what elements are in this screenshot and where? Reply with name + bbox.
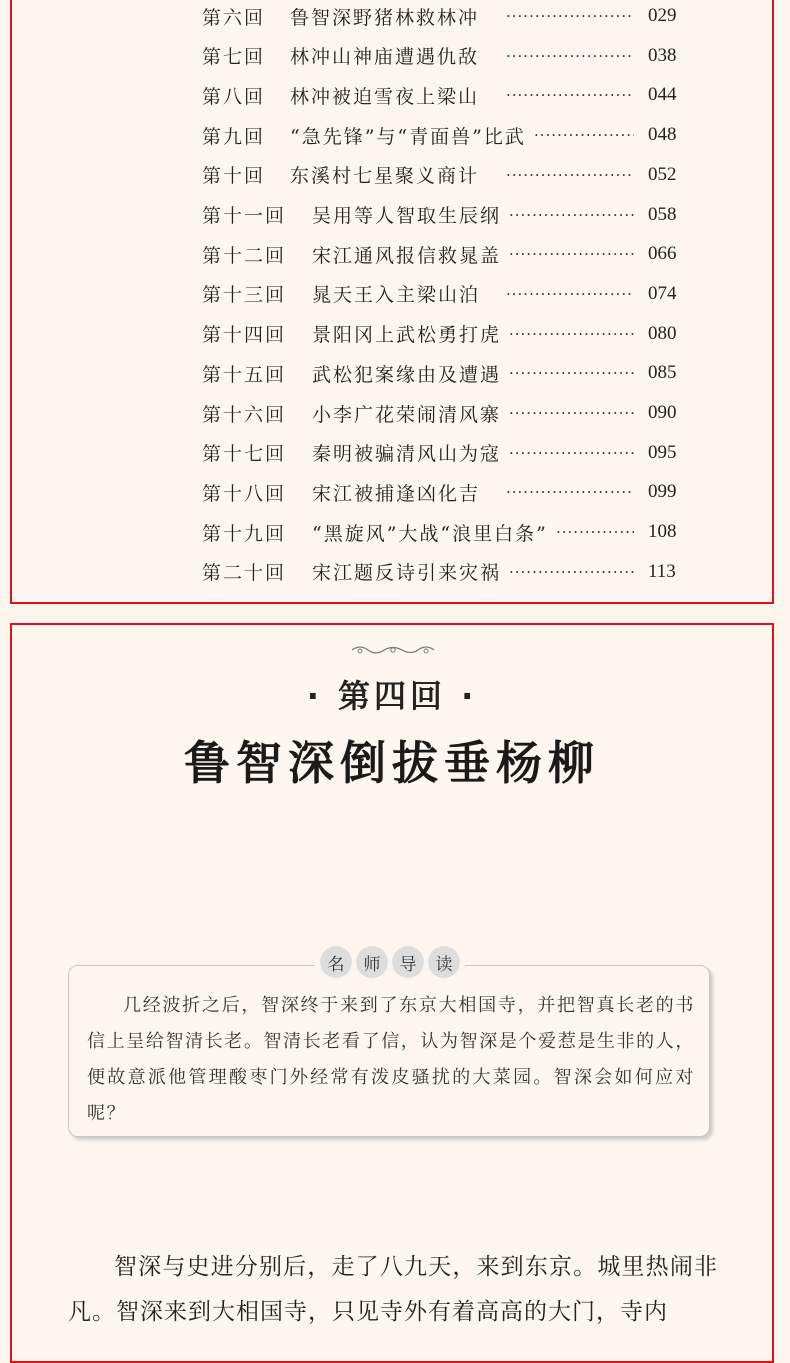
toc-entry-title: 林冲山神庙遭遇仇敌	[290, 46, 480, 69]
toc-entry-page: 074	[648, 282, 677, 304]
chapter-panel	[10, 623, 774, 1363]
guide-char: 读	[428, 946, 460, 978]
toc-entry-title: 吴用等人智取生辰纲	[312, 205, 502, 227]
toc-entry	[202, 478, 692, 506]
toc-entry-page: 099	[648, 481, 677, 503]
guide-char: 师	[356, 946, 388, 978]
toc-entry-page: 044	[648, 84, 677, 106]
toc-entry-page: 113	[648, 560, 676, 582]
toc-entry-leader	[509, 201, 634, 229]
toc-entry-title: “黑旋风”大战“浪里白条”	[312, 522, 548, 545]
toc-entry-title: 宋江通风报信救晁盖	[312, 244, 502, 267]
toc-entry	[202, 399, 692, 427]
chapter-title: 鲁智深倒拔垂杨柳	[184, 736, 600, 790]
reading-guide-box	[68, 954, 710, 1137]
toc-entry-page: 108	[648, 521, 677, 543]
toc-entry-leader	[506, 478, 634, 506]
guide-char: 导	[392, 946, 424, 978]
toc-entry-page: 048	[648, 124, 677, 146]
toc-entry-leader	[509, 320, 634, 348]
toc-panel	[10, 0, 774, 604]
toc-entry-leader	[534, 121, 634, 149]
toc-entry-number: 第九回	[202, 125, 266, 148]
toc-entry-number: 第六回	[202, 6, 266, 29]
toc-entry-title: 东溪村七星聚义商计	[290, 165, 480, 188]
toc-entry-page: 090	[648, 402, 677, 423]
toc-entry-leader	[506, 2, 634, 30]
reading-guide-header	[315, 946, 465, 980]
reading-guide-text: 几经波折之后，智深终于来到了东京大相国寺，并把智真长老的书信上呈给智清长老。智清长老看了信，认为智深是个爱惹是生非的人，便故意派他管理酸枣门外经常有泼皮骚扰的大菜园。智深会如何应对呢？	[87, 995, 695, 1124]
toc-entry-page: 085	[648, 362, 677, 384]
toc-entry-title: 武松犯案缘由及遭遇	[312, 363, 502, 386]
guide-char: 名	[320, 946, 352, 978]
toc-entry-title: 林冲被迫雪夜上梁山	[290, 85, 480, 108]
toc-entry-page: 038	[648, 44, 677, 66]
toc-entry	[202, 42, 692, 70]
toc-entry	[202, 280, 692, 308]
toc-entry-title: 景阳冈上武松勇打虎	[312, 324, 502, 347]
toc-entry-leader	[509, 240, 634, 268]
toc-entry-page: 095	[648, 441, 677, 463]
toc-entry-number: 第二十回	[202, 562, 287, 585]
toc-entry-title: 晁天王入主梁山泊	[312, 284, 481, 307]
toc-entry-number: 第十一回	[202, 205, 287, 227]
toc-entry-leader	[509, 399, 634, 427]
toc-entry-title: 秦明被骗清风山为寇	[312, 443, 502, 466]
toc-entry-number: 第八回	[202, 85, 266, 108]
ornament-icon	[350, 643, 436, 657]
toc-entry-title: 鲁智深野猪林救林冲	[290, 6, 480, 29]
toc-entry	[202, 558, 692, 586]
toc-entry	[202, 439, 692, 467]
toc-entry-number: 第十九回	[202, 522, 287, 545]
toc-entry-page: 080	[648, 322, 677, 344]
chapter-number: · 第四回 ·	[306, 677, 478, 715]
toc-entry-leader	[506, 81, 634, 109]
toc-entry-leader	[556, 518, 634, 546]
toc-entry-number: 第十回	[202, 165, 266, 188]
toc-entry	[202, 359, 692, 387]
toc-entry	[202, 161, 692, 189]
toc-entry-number: 第七回	[202, 46, 266, 69]
toc-entry-leader	[509, 359, 634, 387]
toc-entry	[202, 121, 692, 149]
toc-entry-title: 宋江题反诗引来灾祸	[312, 562, 502, 585]
toc-entry-number: 第十三回	[202, 284, 287, 307]
chapter-body-text: 智深与史进分别后，走了八九天，来到东京。城里热闹非凡。智深来到大相国寺，只见寺外有着高高的大门，寺内	[68, 1254, 718, 1325]
toc-entry	[202, 320, 692, 348]
toc-entry-number: 第十二回	[202, 244, 287, 267]
toc-entry-title: “急先锋”与“青面兽”比武	[290, 125, 526, 148]
toc-entry-number: 第十六回	[202, 403, 287, 426]
toc-entry	[202, 81, 692, 109]
toc-entry-page: 066	[648, 243, 677, 265]
toc-entry-leader	[506, 161, 634, 189]
toc-entry	[202, 518, 692, 546]
toc-entry-leader	[506, 280, 634, 308]
toc-entry-number: 第十四回	[202, 324, 287, 347]
toc-entry-page: 058	[648, 203, 677, 225]
toc-entry-number: 第十八回	[202, 482, 287, 505]
toc-entry	[202, 2, 692, 30]
toc-entry-title: 宋江被捕逢凶化吉	[312, 482, 481, 505]
toc-entry-number: 第十五回	[202, 363, 287, 386]
toc-entry-page: 052	[648, 163, 677, 185]
toc-entry	[202, 240, 692, 268]
toc-entry-page: 029	[648, 5, 677, 26]
toc-entry-title: 小李广花荣闹清风寨	[312, 403, 502, 426]
toc-entry-number: 第十七回	[202, 443, 287, 466]
toc-entry-leader	[509, 439, 634, 467]
toc-entry-leader	[509, 558, 634, 586]
toc-entry-leader	[506, 42, 634, 70]
toc-entry	[202, 201, 692, 229]
